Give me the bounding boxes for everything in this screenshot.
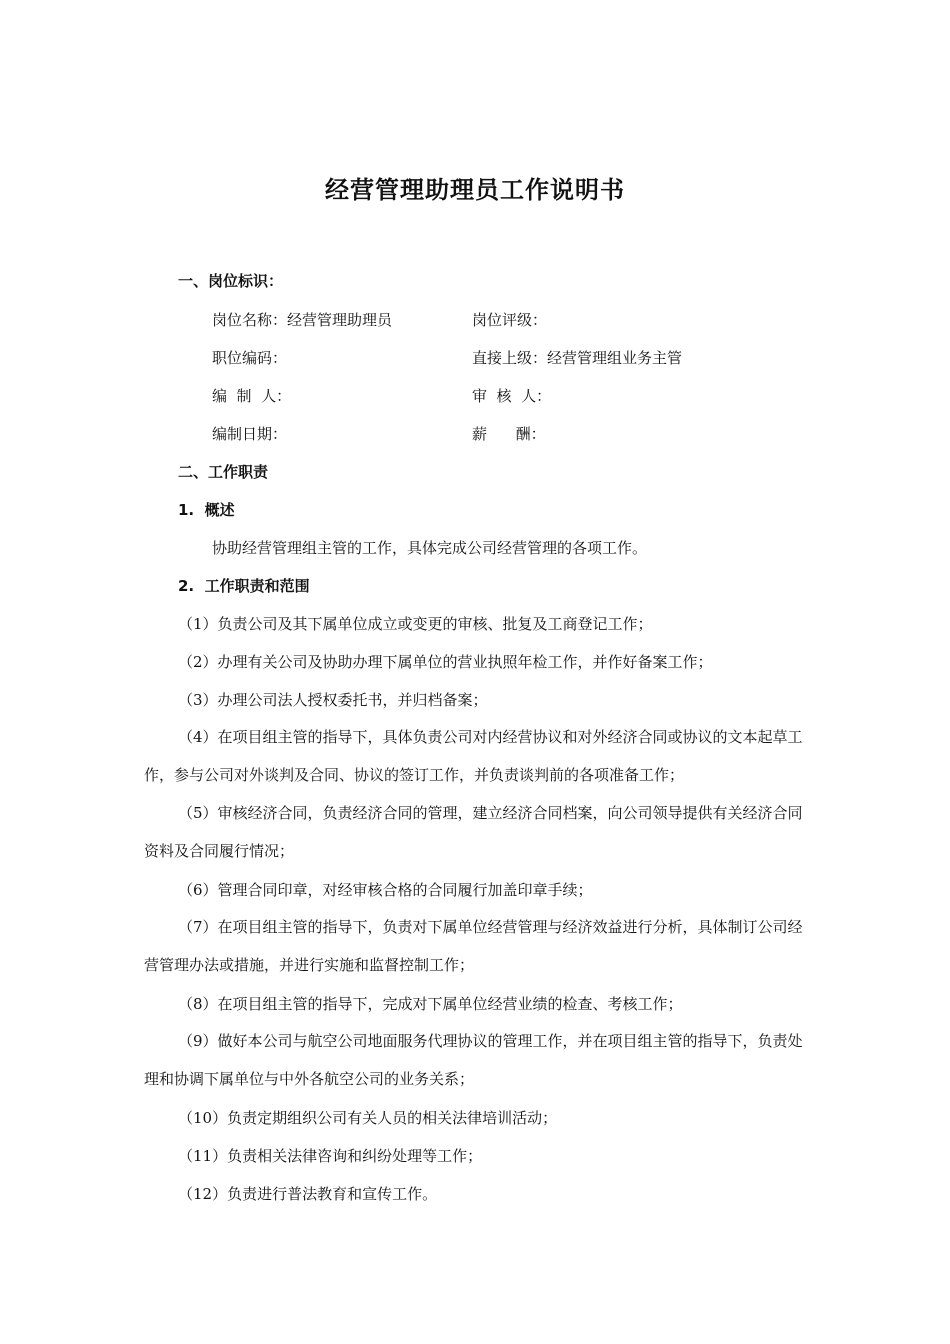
- section-heading-duties: 二、工作职责: [178, 463, 269, 481]
- duty-item-12: （12）负责进行普法教育和宣传工作。: [178, 1185, 438, 1203]
- duty-item-11: （11）负责相关法律咨询和纠纷处理等工作；: [178, 1147, 483, 1165]
- field-date: 编制日期：: [212, 425, 288, 443]
- duty-item-5: （5）审核经济合同，负责经济合同的管理，建立经济合同档案，向公司领导提供有关经济合同资料及合同履行情况；: [144, 804, 803, 860]
- field-position-name: 岗位名称：经营管理助理员: [212, 311, 393, 329]
- field-position-grade: 岗位评级：: [472, 311, 548, 329]
- duty-item-2: （2）办理有关公司及协助办理下属单位的营业执照年检工作，并作好备案工作；: [178, 653, 713, 671]
- duty-item-9: （9）做好本公司与航空公司地面服务代理协议的管理工作，并在项目组主管的指导下，负责处理和协调下属单位与中外各航空公司的业务关系；: [144, 1032, 803, 1088]
- duty-item-8: （8）在项目组主管的指导下，完成对下属单位经营业绩的检查、考核工作；: [178, 995, 683, 1013]
- duty-item-4: （4）在项目组主管的指导下，具体负责公司对内经营协议和对外经济合同或协议的文本起草工作，参与公司对外谈判及合同、协议的签订工作，并负责谈判前的各项准备工作；: [144, 728, 803, 784]
- page-title: 经营管理助理员工作说明书: [325, 176, 625, 204]
- subheading-scope: 2. 工作职责和范围: [178, 577, 310, 595]
- duty-item-7: （7）在项目组主管的指导下，负责对下属单位经营管理与经济效益进行分析，具体制订公司经营管理办法或措施，并进行实施和监督控制工作；: [144, 918, 803, 974]
- field-position-code: 职位编码：: [212, 349, 288, 367]
- section-heading-position-id: 一、岗位标识：: [178, 272, 284, 290]
- field-reviewer: 审 核 人：: [472, 387, 552, 405]
- field-direct-supervisor: 直接上级：经营管理组业务主管: [472, 349, 683, 367]
- duty-item-1: （1）负责公司及其下属单位成立或变更的审核、批复及工商登记工作；: [178, 615, 653, 633]
- duty-item-3: （3）办理公司法人授权委托书，并归档备案；: [178, 691, 488, 709]
- field-author: 编 制 人：: [212, 387, 292, 405]
- duty-item-10: （10）负责定期组织公司有关人员的相关法律培训活动；: [178, 1109, 558, 1127]
- duty-item-6: （6）管理合同印章，对经审核合格的合同履行加盖印章手续；: [178, 881, 593, 899]
- overview-text: 协助经营管理组主管的工作，具体完成公司经营管理的各项工作。: [212, 539, 648, 557]
- subheading-overview: 1. 概述: [178, 501, 235, 519]
- field-salary: 薪 酬：: [472, 425, 546, 443]
